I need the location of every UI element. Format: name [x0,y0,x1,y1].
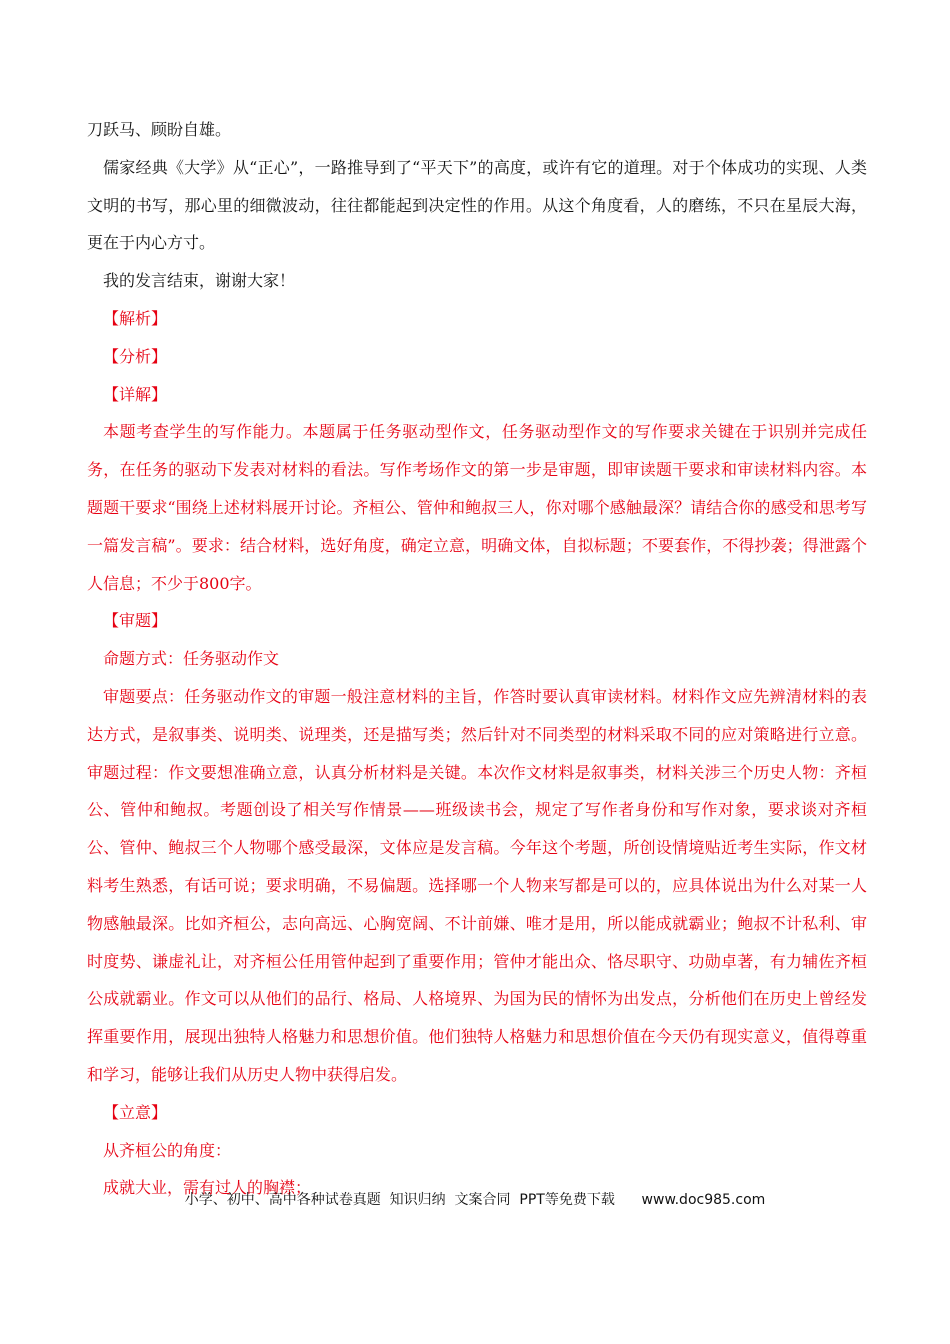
section-heading-details: 【详解】 [103,384,168,404]
answer-paragraph: 本题考查学生的写作能力。本题属于任务驱动型作文，任务驱动型作文的写作要求关键在于识别并完成任务，在任务的驱动下发表对材料的看法。写作考场作文的第一步是审题，即审读题干要求和审读材料内容。本题题干要求“围绕上述材料展开讨论。齐桓公、管仲和鲍叔三人，你对哪个感触最深？请结合你的感受和思考写一篇发言稿”。要求：结合材料，选好角度，确定立意，明确文体，自拟标题；不要套作，不得抄袭；得泄露个人信息；不少于800字。 [87,422,867,593]
section-heading-review: 【审题】 [103,611,168,631]
answer-paragraph: 从齐桓公的角度： [103,1140,232,1160]
text-paragraph: 刀跃马、顾盼自雄。 [87,120,232,139]
page-footer: 小学、初中、高中各种试卷真题 知识归纳 文案合同 PPT等免费下载 www.doc985.com [184,1192,766,1208]
answer-paragraph: 成就大业，需有过人的胸襟； [103,1178,312,1198]
section-heading-analysis: 【解析】 [103,308,168,328]
answer-paragraph: 命题方式：任务驱动作文 [103,649,280,669]
text-paragraph: 儒家经典《大学》从“正心”，一路推导到了“平天下”的高度，或许有它的道理。对于个体成功的实现、人类文明的书写，那心里的细微波动，往往都能起到决定性的作用。从这个角度看，人的磨练，不只在星辰大海，更在于内心方寸。 [87,157,867,253]
text-paragraph: 我的发言结束，谢谢大家！ [103,271,296,291]
answer-paragraph: 审题要点：任务驱动作文的审题一般注意材料的主旨，作答时要认真审读材料。材料作文应先辨清材料的表达方式，是叙事类、说明类、说理类，还是描写类；然后针对不同类型的材料采取不同的应对策略进行立意。审题过程：作文要想准确立意，认真分析材料是关键。本次作文材料是叙事类，材料关涉三个历史人物：齐桓公、管仲和鲍叔。考题创设了相关写作情景——班级读书会，规定了写作者身份和写作对象，要求谈对齐桓公、管仲、鲍叔三个人物哪个感受最深，文体应是发言稿。今年这个考题，所创设情境贴近考生实际，作文材料考生熟悉，有话可说；要求明确，不易偏题。选择哪一个人物来写都是可以的，应具体说出为什么对某一人物感触最深。比如齐桓公，志向高远、心胸宽阔、不计前嫌、唯才是用，所以能成就霸业；鲍叔不计私利、审时度势、谦虚礼让，对齐桓公任用管仲起到了重要作用；管仲才能出众、恪尽职守、功勋卓著，有力辅佐齐桓公成就霸业。作文可以从他们的品行、格局、人格境界、为国为民的情怀为出发点，分析他们在历史上曾经发挥重要作用，展现出独特人格魅力和思想价值。他们独特人格魅力和思想价值在今天仍有现实意义，值得尊重和学习，能够让我们从历史人物中获得启发。 [87,686,867,1084]
document-body [87,111,867,1207]
section-heading-breakdown: 【分析】 [103,346,168,366]
section-heading-theme: 【立意】 [103,1102,168,1122]
